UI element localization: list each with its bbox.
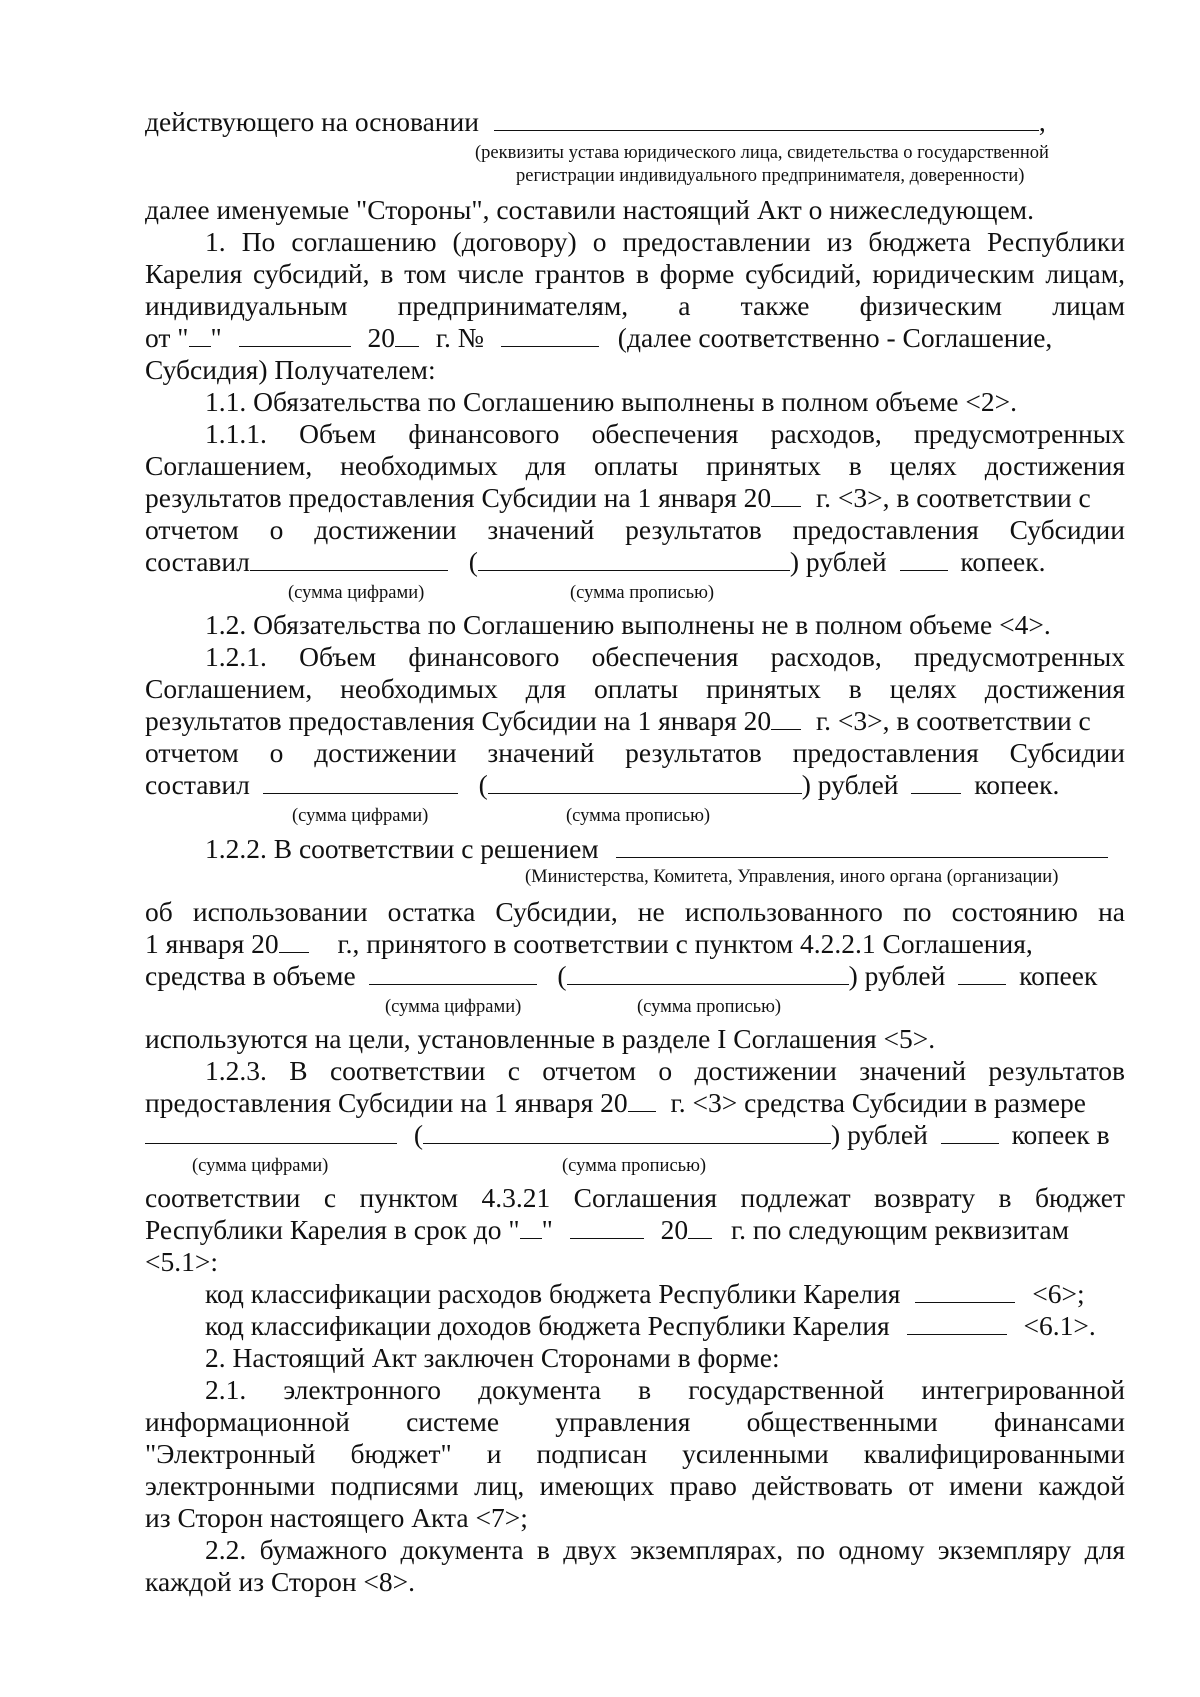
field-caption: (сумма цифрами)	[192, 1156, 329, 1176]
blank-field	[941, 1119, 999, 1144]
blank-field	[488, 769, 802, 794]
blank-field	[478, 546, 790, 571]
text-line: 1.2.3. В соответствии с отчетом о достижении значений результатов	[205, 1055, 1125, 1086]
text-line: 1.2. Обязательства по Соглашению выполнены не в полном объеме <4>.	[205, 609, 1051, 640]
text-line: электронными подписями лиц, имеющих право действовать от имени каждой	[145, 1470, 1125, 1501]
text-line: действующего на основании ,	[145, 106, 1046, 137]
text-line: индивидуальным предпринимателям, а также физическим лицам	[145, 290, 1125, 321]
blank-field	[570, 1214, 644, 1239]
text-line: 1.1. Обязательства по Соглашению выполнены в полном объеме <2>.	[205, 386, 1017, 417]
text-line: информационной системе управления общественными финансами	[145, 1406, 1125, 1437]
blank-field	[494, 106, 1039, 131]
blank-field	[900, 546, 948, 571]
text-line: используются на цели, установленные в разделе I Соглашения <5>.	[145, 1023, 936, 1054]
text-line: отчетом о достижении значений результатов предоставления Субсидии	[145, 514, 1125, 545]
blank-field	[958, 960, 1006, 985]
field-caption: (сумма цифрами)	[288, 583, 425, 603]
text-line: из Сторон настоящего Акта <7>;	[145, 1502, 528, 1533]
field-caption: (Министерства, Комитета, Управления, иного органа (организации)	[525, 867, 1059, 887]
blank-field	[395, 322, 419, 347]
text-line: об использовании остатка Субсидии, не использованного по состоянию на	[145, 896, 1125, 927]
field-caption: (сумма прописью)	[562, 1156, 707, 1176]
text-line: 2.2. бумажного документа в двух экземплярах, по одному экземпляру для	[205, 1534, 1125, 1565]
blank-field	[263, 769, 458, 794]
text-line: ( ) рублей копеек в	[145, 1119, 1125, 1151]
field-caption: (реквизиты устава юридического лица, свидетельства о государственной	[475, 143, 1049, 163]
blank-field	[915, 1278, 1015, 1303]
blank-field	[250, 546, 448, 571]
text-line: 2.1. электронного документа в государственной интегрированной	[205, 1374, 1125, 1405]
blank-field	[279, 928, 309, 953]
text-line: код классификации расходов бюджета Республики Карелия <6>;	[205, 1278, 1085, 1309]
text-line: Соглашением, необходимых для оплаты принятых в целях достижения	[145, 450, 1125, 481]
blank-field	[423, 1119, 831, 1144]
text-line: код классификации доходов бюджета Республики Карелия <6.1>.	[205, 1310, 1096, 1341]
blank-field	[628, 1087, 656, 1112]
text-line: 2. Настоящий Акт заключен Сторонами в форме:	[205, 1342, 780, 1373]
blank-field	[771, 482, 801, 507]
blank-field	[239, 322, 351, 347]
blank-field	[501, 322, 599, 347]
field-caption: регистрации индивидуального предпринимателя, доверенности)	[516, 166, 1025, 186]
line-text: действующего на основании	[145, 106, 479, 137]
field-caption: (сумма цифрами)	[385, 997, 522, 1017]
field-caption: (сумма прописью)	[570, 583, 715, 603]
text-line: далее именуемые "Стороны", составили настоящий Акт о нижеследующем.	[145, 194, 1034, 225]
text-line: 1. По соглашению (договору) о предоставлении из бюджета Республики	[205, 226, 1125, 257]
text-line: Субсидия) Получателем:	[145, 354, 436, 385]
blank-field	[616, 833, 1108, 858]
blank-field	[907, 1310, 1007, 1335]
text-line: <5.1>:	[145, 1246, 219, 1277]
text-line: 1.1.1. Объем финансового обеспечения расходов, предусмотренных	[205, 418, 1125, 449]
field-caption: (сумма прописью)	[637, 997, 782, 1017]
text-line: 1.2.1. Объем финансового обеспечения расходов, предусмотренных	[205, 641, 1125, 672]
text-line: каждой из Сторон <8>.	[145, 1566, 416, 1597]
blank-field	[911, 769, 961, 794]
blank-field	[520, 1214, 542, 1239]
text-line: результатов предоставления Субсидии на 1 января 20 г. <3>, в соответствии с	[145, 705, 1091, 736]
text-line: Республики Карелия в срок до " " 20 г. по следующим реквизитам	[145, 1214, 1070, 1245]
text-line: результатов предоставления Субсидии на 1 января 20 г. <3>, в соответствии с	[145, 482, 1091, 513]
blank-field	[688, 1214, 712, 1239]
blank-field	[771, 705, 801, 730]
text-line: составил ( ) рублей копеек.	[145, 546, 1046, 577]
text-line: Карелия субсидий, в том числе грантов в форме субсидий, юридическим лицам,	[145, 258, 1125, 289]
text-line: 1 января 20 г., принятого в соответствии с пунктом 4.2.2.1 Соглашения,	[145, 928, 1033, 959]
blank-field	[369, 960, 537, 985]
text-line: Соглашением, необходимых для оплаты принятых в целях достижения	[145, 673, 1125, 704]
blank-field	[145, 1119, 397, 1144]
text-line: 1.2.2. В соответствии с решением	[205, 833, 1125, 865]
text-line: средства в объеме ( ) рублей копеек	[145, 960, 1098, 991]
text-line: отчетом о достижении значений результатов предоставления Субсидии	[145, 737, 1125, 768]
blank-field	[189, 322, 211, 347]
text-line: от " " 20 г. № (далее соответственно - Соглашение,	[145, 322, 1053, 353]
text-line: соответствии с пунктом 4.3.21 Соглашения подлежат возврату в бюджет	[145, 1182, 1125, 1213]
text-line: "Электронный бюджет" и подписан усиленными квалифицированными	[145, 1438, 1125, 1469]
field-caption: (сумма цифрами)	[292, 806, 429, 826]
text-line: предоставления Субсидии на 1 января 20 г. <3> средства Субсидии в размере	[145, 1087, 1086, 1118]
field-caption: (сумма прописью)	[566, 806, 711, 826]
text-line: составил ( ) рублей копеек.	[145, 769, 1060, 800]
blank-field	[567, 960, 849, 985]
